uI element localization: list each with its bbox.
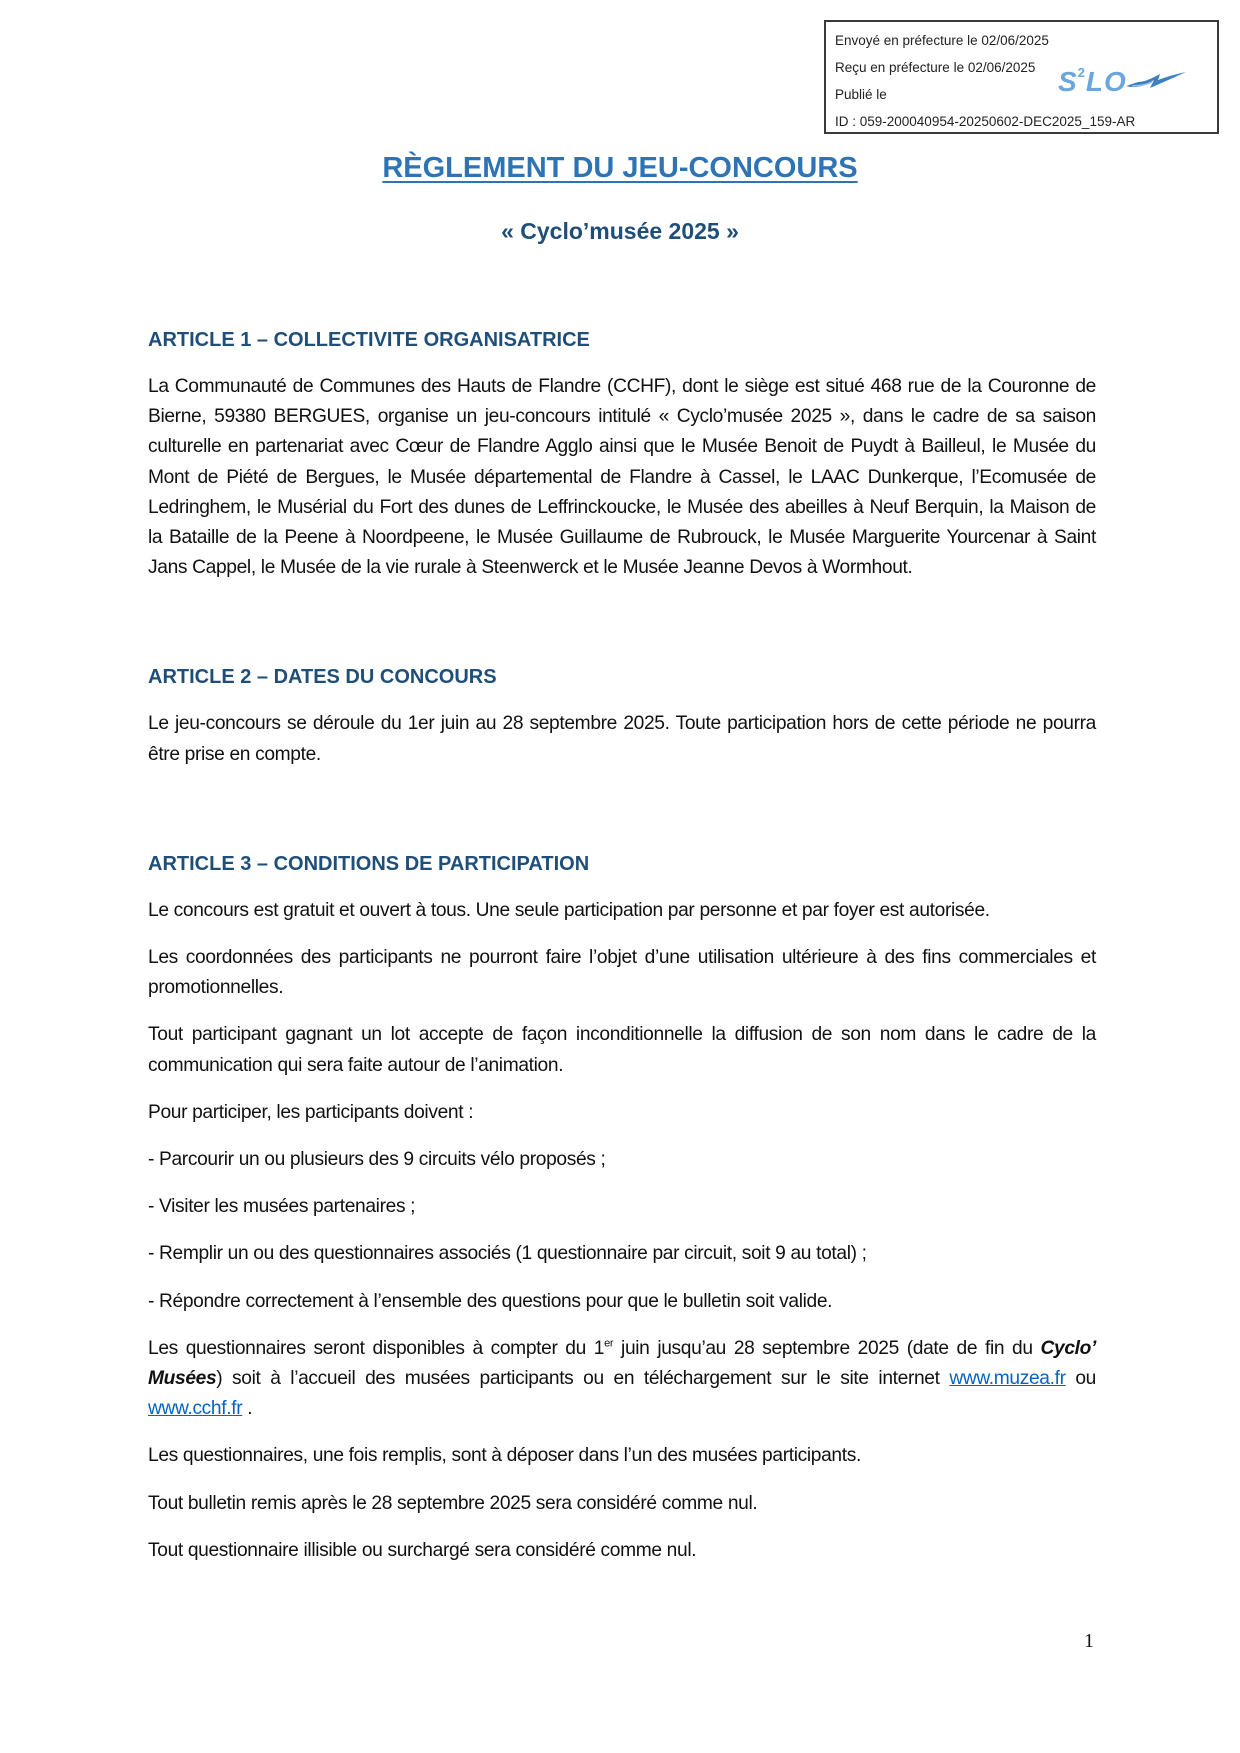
- article-1-heading: ARTICLE 1 – COLLECTIVITE ORGANISATRICE: [148, 329, 590, 351]
- article-2-heading: ARTICLE 2 – DATES DU CONCOURS: [148, 666, 497, 689]
- stamp-received-date: Reçu en préfecture le 02/06/2025: [835, 60, 1036, 75]
- stamp-id: ID : 059-200040954-20250602-DEC2025_159-AR: [835, 114, 1136, 129]
- article-3-paragraph: Tout participant gagnant un lot accepte de façon inconditionnelle la diffusion de son nom dans le cadre de la communication qui sera faite autour de l’animation.: [148, 1024, 1096, 1076]
- article-3-paragraph: Tout questionnaire illisible ou surchargé sera considéré comme nul.: [148, 1539, 697, 1561]
- stamp-published: Publié le: [835, 87, 887, 102]
- muzea-link[interactable]: www.muzea.fr: [949, 1368, 1066, 1390]
- document-body: [148, 325, 1096, 1583]
- article-3-paragraph: Les questionnaires, une fois remplis, sont à déposer dans l’un des musées participants.: [148, 1445, 861, 1467]
- article-3-heading: ARTICLE 3 – CONDITIONS DE PARTICIPATION: [148, 852, 590, 875]
- article-2-text: Le jeu-concours se déroule du 1er juin au 28 septembre 2025. Toute participation hors de cette période ne pourra être prise en compte.: [148, 713, 1096, 765]
- article-3-paragraph: Le concours est gratuit et ouvert à tous. Une seule participation par personne et par foyer est autorisée.: [148, 899, 990, 921]
- document-subtitle: « Cyclo’musée 2025 »: [501, 218, 739, 244]
- bird-wing-icon: [1124, 70, 1188, 92]
- s2lo-logo: [1058, 66, 1188, 98]
- article-3-paragraph: Tout bulletin remis après le 28 septembre 2025 sera considéré comme nul.: [148, 1492, 758, 1514]
- cyclo-musees-emphasis: Cyclo’ Musées: [148, 1337, 1097, 1390]
- article-3-paragraph: Les coordonnées des participants ne pourront faire l’objet d’une utilisation ultérieure à des fins commerciales et promotionnelles.: [148, 947, 1096, 999]
- document-title: RÈGLEMENT DU JEU-CONCOURS: [382, 152, 858, 184]
- participation-step: - Remplir un ou des questionnaires associés (1 questionnaire par circuit, soit 9 au total) ;: [148, 1243, 867, 1265]
- cchf-link[interactable]: www.cchf.fr: [148, 1398, 243, 1420]
- prefecture-stamp: [824, 20, 1219, 134]
- participation-step: - Visiter les musées partenaires ;: [148, 1196, 416, 1218]
- stamp-sent-date: Envoyé en préfecture le 02/06/2025: [835, 33, 1049, 48]
- page-number: 1: [1084, 1630, 1094, 1652]
- participation-step: - Parcourir un ou plusieurs des 9 circuits vélo proposés ;: [148, 1149, 606, 1171]
- questionnaire-availability: Les questionnaires seront disponibles à compter du 1er juin jusqu’au 28 septembre 2025 (date de fin du Cyclo’ Musées) soit à l’accueil des musées participants ou en téléchargement sur le site internet www.muzea.fr ou www.cchf.fr .: [148, 1337, 1097, 1420]
- article-1-text: La Communauté de Communes des Hauts de Flandre (CCHF), dont le siège est situé 468 rue de la Couronne de Bierne, 59380 BERGUES, organise un jeu-concours intitulé « Cyclo’musée 2025 », dans le cadre de sa saison culturelle en partenariat avec Cœur de Flandre Agglo ainsi que le Musée Benoit de Puydt à Bailleul, le Musée du Mont de Piété de Bergues, le Musée départemental de Flandre à Cassel, le LAAC Dunkerque, l’Ecomusée de Ledringhem, le Musérial du Fort des dunes de Leffrinckoucke, le Musée des abeilles à Neuf Berquin, la Maison de la Bataille de la Peene à Noordpeene, le Musée Guillaume de Rubrouck, le Musée Marguerite Yourcenar à Saint Jans Cappel, le Musée de la vie rurale à Steenwerck et le Musée Jeanne Devos à Wormhout.: [148, 376, 1096, 579]
- article-3-paragraph: Pour participer, les participants doivent :: [148, 1101, 474, 1123]
- s2lo-logo-text: $S^2LO$: [1058, 65, 1127, 97]
- participation-step: - Répondre correctement à l’ensemble des questions pour que le bulletin soit valide.: [148, 1290, 833, 1312]
